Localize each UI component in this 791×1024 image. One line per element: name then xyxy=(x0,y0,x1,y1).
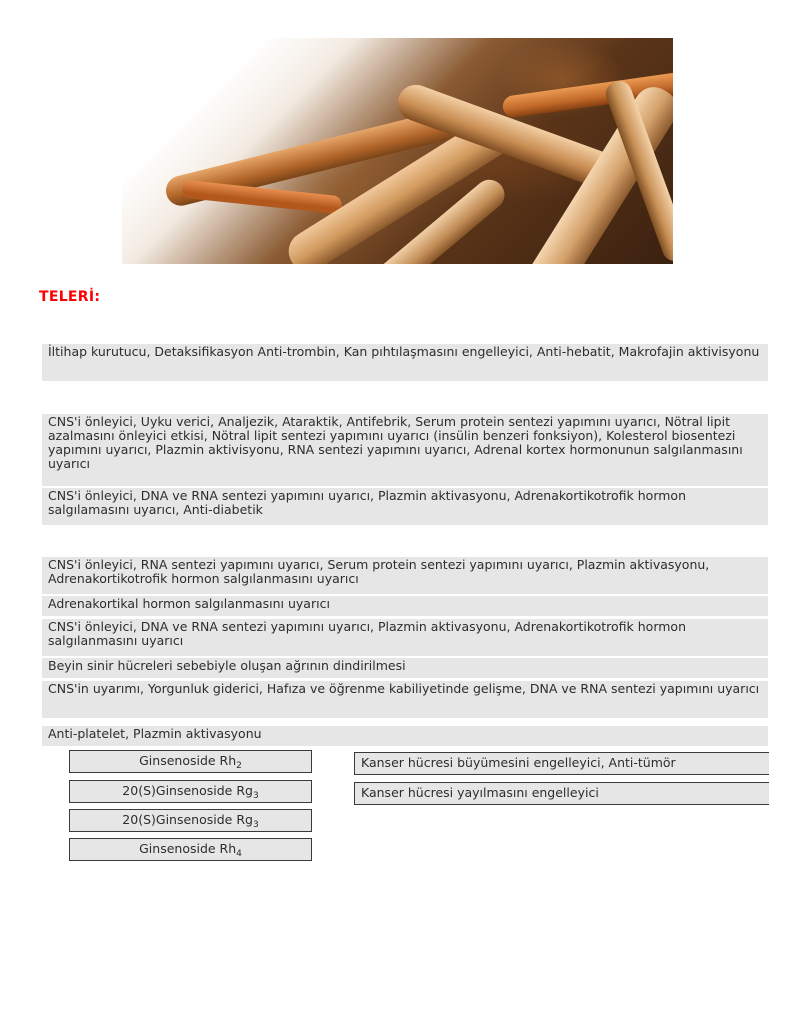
ginsenoside-name: 20(S)Ginsenoside Rg xyxy=(122,783,253,798)
table-row: CNS'i önleyici, Uyku verici, Analjezik, Ataraktik, Antifebrik, Serum protein sentezi yapımını uyarıcı, Nötral lipit azalmasını önleyici etkisi, Nötral lipit sentezi yapımını uyarıcı (insülin benzeri fonksiyon), Kolesterol biosentezi yapımını uyarıcı, Plazmin aktivisyonu, RNA sentezi yapımını uyarıcı, Adrenal kortex hormonunun salgılanmasını uyarıcı xyxy=(42,414,768,486)
ginsenoside-cell xyxy=(69,750,312,773)
table-row: Anti-platelet, Plazmin aktivasyonu xyxy=(42,726,768,746)
table-row: CNS'i önleyici, DNA ve RNA sentezi yapımını uyarıcı, Plazmin aktivasyonu, Adrenakortikotrofik hormon salgılanmasını uyarıcı xyxy=(42,619,768,656)
table-row: Beyin sinir hücreleri sebebiyle oluşan ağrının dindirilmesi xyxy=(42,658,768,678)
table-row: İltihap kurutucu, Detaksifikasyon Anti-trombin, Kan pıhtılaşmasını engelleyici, Anti-hebatit, Makrofajin aktivisyonu xyxy=(42,344,768,381)
ginsenoside-name: 20(S)Ginsenoside Rg xyxy=(122,812,253,827)
table-row: CNS'in uyarımı, Yorgunluk giderici, Hafıza ve öğrenme kabiliyetinde gelişme, DNA ve RNA sentezi yapımını uyarıcı xyxy=(42,681,768,718)
table-row: CNS'i önleyici, RNA sentezi yapımını uyarıcı, Serum protein sentezi yapımını uyarıcı, Plazmin aktivasyonu, Adrenakortikotrofik hormon salgılanmasını uyarıcı xyxy=(42,557,768,594)
section-heading: TELERİ: xyxy=(39,289,101,305)
ginsenoside-subscript: 3 xyxy=(252,820,259,830)
ginsenoside-cell xyxy=(69,809,312,832)
ginsenoside-effect-cell: Kanser hücresi yayılmasını engelleyici xyxy=(354,782,769,805)
ginsenoside-subscript: 3 xyxy=(252,791,259,801)
table-row: CNS'i önleyici, DNA ve RNA sentezi yapımını uyarıcı, Plazmin aktivasyonu, Adrenakortikotrofik hormon salgılamasını uyarıcı, Anti-diabetik xyxy=(42,488,768,525)
ginsenoside-cell xyxy=(69,780,312,803)
ginsenoside-name: Ginsenoside Rh xyxy=(139,841,237,856)
ginsenoside-cell xyxy=(69,838,312,861)
ginsenoside-effect-cell: Kanser hücresi büyümesini engelleyici, Anti-tümör xyxy=(354,752,769,775)
ginsenoside-subscript: 4 xyxy=(236,849,242,859)
ginsenoside-subscript: 2 xyxy=(236,761,242,771)
ginsenoside-name: Ginsenoside Rh xyxy=(139,753,237,768)
ginseng-roots-photo xyxy=(122,38,673,264)
table-row: Adrenakortikal hormon salgılanmasını uyarıcı xyxy=(42,596,768,616)
